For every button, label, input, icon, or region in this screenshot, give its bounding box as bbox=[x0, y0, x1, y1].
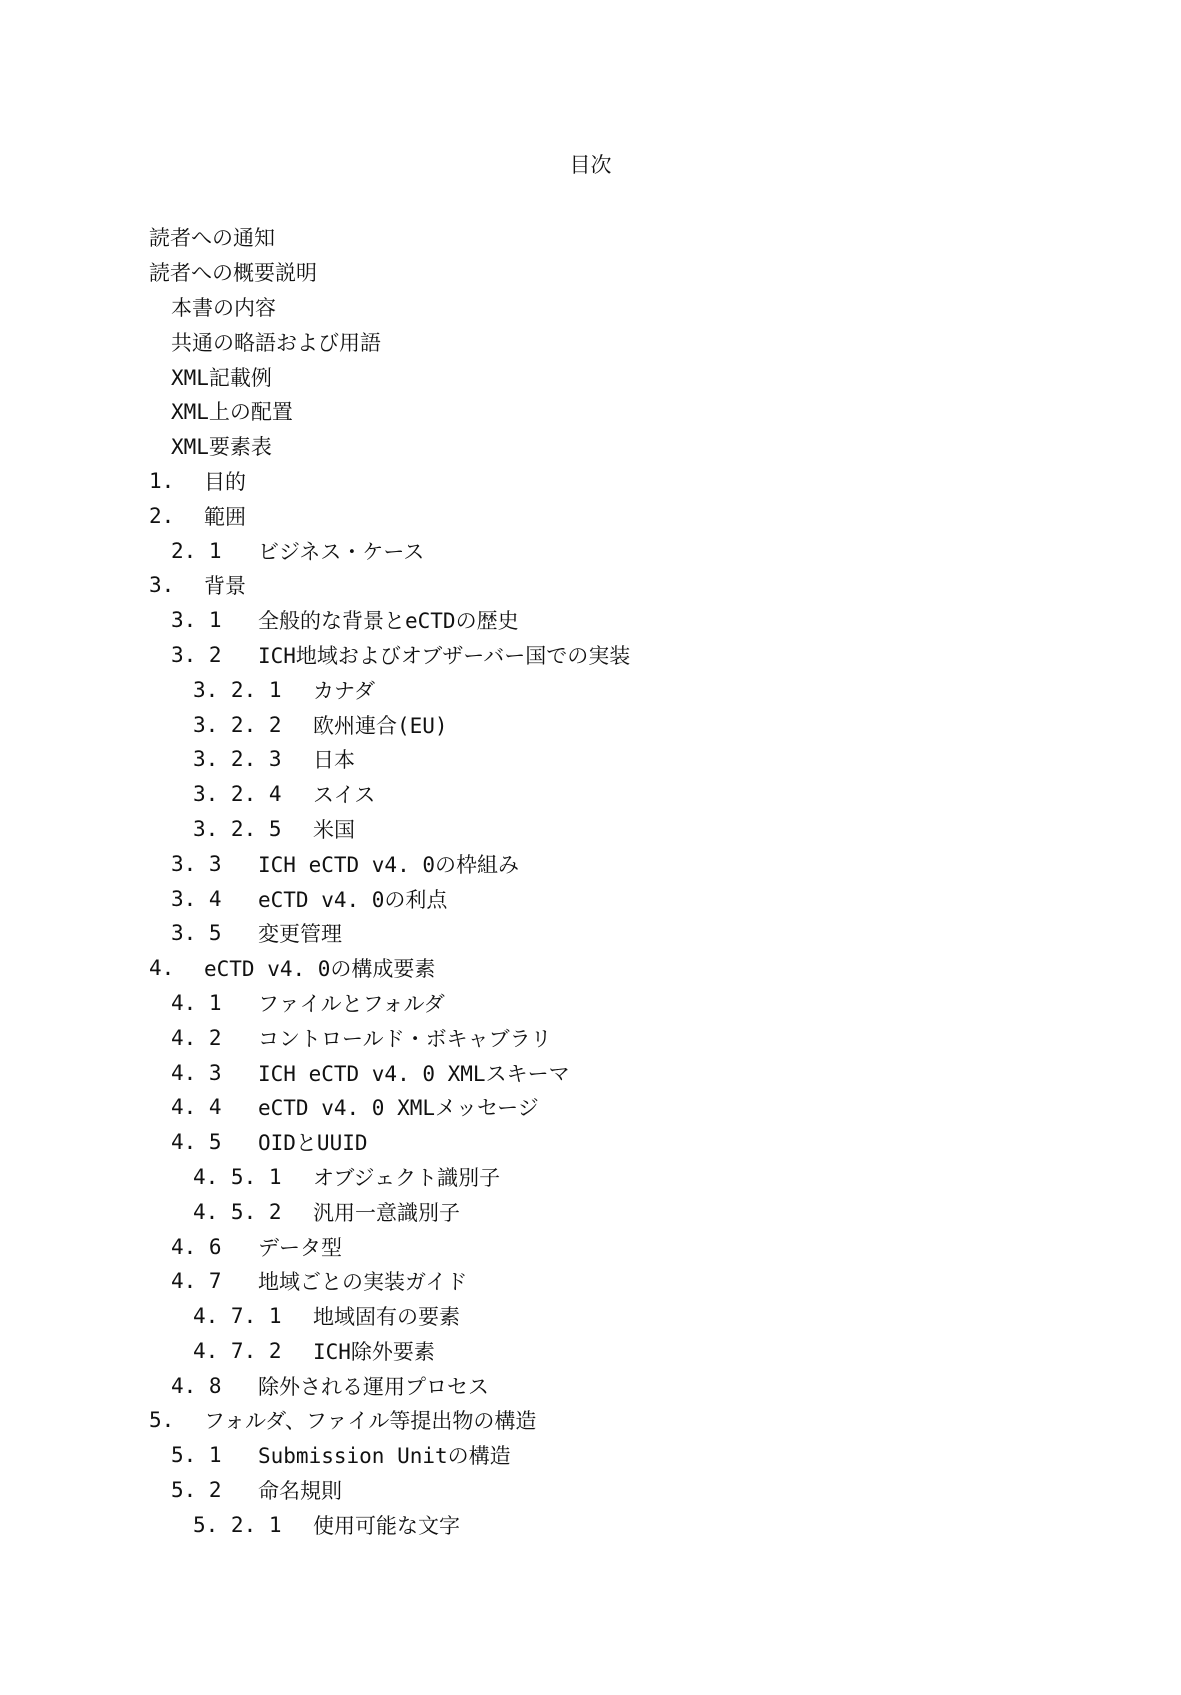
toc-entry bbox=[149, 359, 1109, 394]
toc-entry bbox=[149, 812, 1109, 847]
toc-entry bbox=[149, 916, 1109, 951]
toc-entry bbox=[149, 498, 1109, 533]
toc-entry-text: 地域固有の要素 bbox=[313, 1305, 460, 1330]
toc-entry bbox=[149, 603, 1109, 638]
toc-entry bbox=[149, 568, 1109, 603]
toc-entry-text: 読者への通知 bbox=[149, 226, 275, 251]
toc-entry bbox=[149, 1160, 1109, 1195]
toc-entry bbox=[149, 255, 1109, 290]
toc-entry bbox=[149, 1438, 1109, 1473]
toc-entry-number: 4. 4 bbox=[171, 1095, 222, 1120]
toc-entry-text: オブジェクト識別子 bbox=[313, 1165, 501, 1190]
toc-entry-number: 5. 1 bbox=[171, 1443, 222, 1468]
toc-entry-number: 3. 5 bbox=[171, 921, 222, 946]
toc-entry bbox=[149, 394, 1109, 429]
toc-entry bbox=[149, 846, 1109, 881]
toc-entry-number: 3. 4 bbox=[171, 886, 222, 911]
toc-entry bbox=[149, 464, 1109, 499]
toc-entry-number: 4. 5. 2 bbox=[193, 1199, 282, 1224]
toc-entry bbox=[149, 1368, 1109, 1403]
toc-entry-text: 欧州連合(EU) bbox=[313, 713, 448, 738]
toc-entry-text: Submission Unitの構造 bbox=[258, 1444, 511, 1469]
toc-entry bbox=[149, 533, 1109, 568]
toc-entry-number: 5. 2. 1 bbox=[193, 1512, 282, 1537]
toc-entry-number: 4. bbox=[149, 956, 175, 981]
toc-entry bbox=[149, 1507, 1109, 1542]
toc-entry bbox=[149, 1264, 1109, 1299]
toc-entry-text: XML記載例 bbox=[171, 365, 272, 390]
toc-entry-text: 変更管理 bbox=[258, 922, 342, 947]
toc-entry-number: 5. bbox=[149, 1408, 175, 1433]
toc-entry-text: ICH除外要素 bbox=[313, 1339, 435, 1364]
toc-entry-number: 3. 2 bbox=[171, 642, 222, 667]
toc-entry-number: 3. 2. 5 bbox=[193, 816, 282, 841]
toc-entry-text: 範囲 bbox=[204, 504, 246, 529]
toc-entry-number: 4. 6 bbox=[171, 1234, 222, 1259]
toc-entry-text: eCTD v4. 0の構成要素 bbox=[204, 957, 436, 982]
toc-entry bbox=[149, 1194, 1109, 1229]
toc-entry-text: 除外される運用プロセス bbox=[258, 1374, 489, 1399]
toc-entry-number: 4. 1 bbox=[171, 990, 222, 1015]
toc-entry bbox=[149, 742, 1109, 777]
toc-entry-number: 2. bbox=[149, 503, 175, 528]
toc-entry-number: 1. bbox=[149, 468, 175, 493]
toc-entry-text: スイス bbox=[313, 783, 376, 808]
toc-entry-text: XML要素表 bbox=[171, 435, 272, 460]
toc-entry-number: 3. 2. 1 bbox=[193, 677, 282, 702]
toc-entry bbox=[149, 1299, 1109, 1334]
toc-entry-number: 4. 2 bbox=[171, 1025, 222, 1050]
toc-entry-text: データ型 bbox=[258, 1235, 342, 1260]
toc-entry-text: 汎用一意識別子 bbox=[313, 1200, 460, 1225]
toc-entry-number: 2. 1 bbox=[171, 538, 222, 563]
toc-entry bbox=[149, 290, 1109, 325]
toc-entry-text: eCTD v4. 0の利点 bbox=[258, 887, 448, 912]
toc-entry bbox=[149, 1055, 1109, 1090]
toc-entry-number: 4. 5. 1 bbox=[193, 1164, 282, 1189]
table-of-contents bbox=[149, 220, 1109, 1542]
toc-entry-number: 4. 3 bbox=[171, 1060, 222, 1085]
toc-entry-text: フォルダ、ファイル等提出物の構造 bbox=[204, 1409, 537, 1434]
toc-entry bbox=[149, 1229, 1109, 1264]
toc-entry-text: 背景 bbox=[204, 574, 246, 599]
toc-entry-number: 4. 7 bbox=[171, 1269, 222, 1294]
toc-entry bbox=[149, 707, 1109, 742]
toc-entry-number: 5. 2 bbox=[171, 1478, 222, 1503]
toc-entry-text: eCTD v4. 0 XMLメッセージ bbox=[258, 1096, 539, 1121]
toc-entry-number: 4. 5 bbox=[171, 1130, 222, 1155]
toc-entry bbox=[149, 1403, 1109, 1438]
toc-entry-text: ICH eCTD v4. 0 XMLスキーマ bbox=[258, 1061, 570, 1086]
toc-entry-text: 地域ごとの実装ガイド bbox=[258, 1270, 468, 1295]
toc-entry-number: 3. 2. 3 bbox=[193, 747, 282, 772]
toc-entry-number: 3. 2. 2 bbox=[193, 712, 282, 737]
toc-entry-number: 4. 7. 1 bbox=[193, 1304, 282, 1329]
toc-entry-text: カナダ bbox=[313, 678, 375, 703]
toc-entry-number: 3. 2. 4 bbox=[193, 782, 282, 807]
toc-entry bbox=[149, 1473, 1109, 1508]
page-title: 目次 bbox=[569, 153, 612, 177]
toc-entry-text: ビジネス・ケース bbox=[258, 539, 425, 564]
toc-entry-text: OIDとUUID bbox=[258, 1131, 368, 1156]
toc-entry-number: 3. 3 bbox=[171, 851, 222, 876]
toc-entry-text: 日本 bbox=[313, 748, 355, 773]
toc-entry-text: 米国 bbox=[313, 817, 355, 842]
toc-entry-text: ファイルとフォルダ bbox=[258, 991, 445, 1016]
toc-entry-text: 使用可能な文字 bbox=[313, 1513, 460, 1538]
toc-entry-text: コントロールド・ボキャブラリ bbox=[258, 1026, 552, 1051]
toc-entry-text: 全般的な背景とeCTDの歴史 bbox=[258, 609, 519, 634]
toc-entry bbox=[149, 986, 1109, 1021]
toc-entry bbox=[149, 220, 1109, 255]
toc-entry bbox=[149, 638, 1109, 673]
toc-entry bbox=[149, 672, 1109, 707]
toc-entry-text: 本書の内容 bbox=[171, 295, 276, 320]
toc-entry bbox=[149, 1020, 1109, 1055]
toc-entry-text: 目的 bbox=[204, 469, 246, 494]
toc-entry-number: 4. 7. 2 bbox=[193, 1338, 282, 1363]
toc-entry-text: 共通の略語および用語 bbox=[171, 330, 381, 355]
toc-entry-number: 3. 1 bbox=[171, 608, 222, 633]
toc-entry bbox=[149, 429, 1109, 464]
toc-entry-number: 4. 8 bbox=[171, 1373, 222, 1398]
toc-entry bbox=[149, 777, 1109, 812]
toc-entry-text: ICH eCTD v4. 0の枠組み bbox=[258, 852, 520, 877]
toc-entry-text: ICH地域およびオブザーバー国での実装 bbox=[258, 643, 631, 668]
toc-entry bbox=[149, 881, 1109, 916]
toc-entry-text: 命名規則 bbox=[258, 1479, 342, 1504]
toc-entry bbox=[149, 951, 1109, 986]
toc-entry-text: XML上の配置 bbox=[171, 400, 293, 425]
toc-entry-number: 3. bbox=[149, 573, 175, 598]
toc-entry bbox=[149, 1125, 1109, 1160]
toc-entry-text: 読者への概要説明 bbox=[149, 261, 317, 286]
toc-entry bbox=[149, 1090, 1109, 1125]
toc-entry bbox=[149, 1334, 1109, 1369]
toc-entry bbox=[149, 324, 1109, 359]
